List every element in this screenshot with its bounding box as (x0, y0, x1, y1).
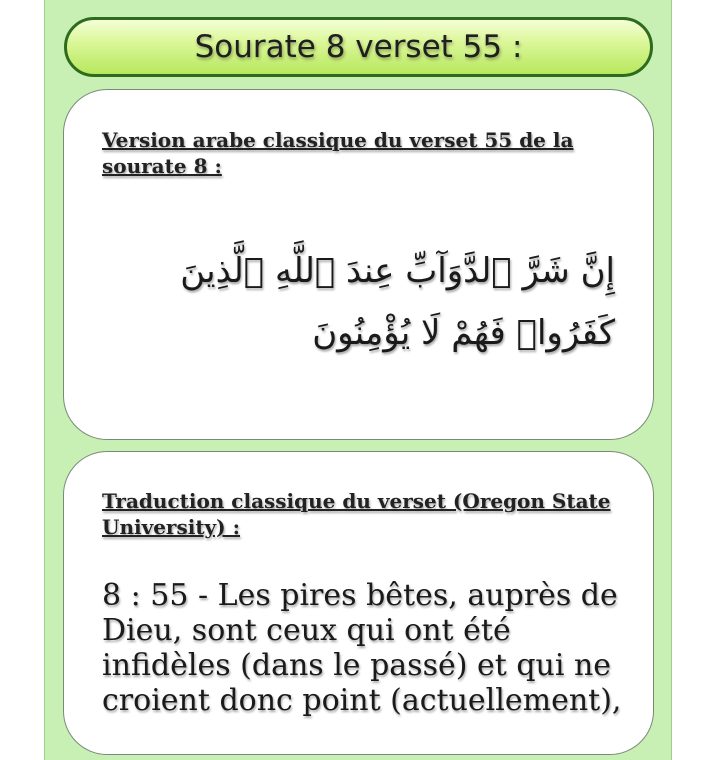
arabic-verse-text: إِنَّ شَرَّ ٱلدَّوَآبِّ عِندَ ٱللَّهِ ٱلَّذِينَ كَفَرُوا۟ فَهُمْ لَا يُؤْمِنُونَ (180, 251, 615, 353)
translation-card-heading: Traduction classique du verset (Oregon State University) : (102, 489, 611, 539)
translation-text: 8 : 55 - Les pires bêtes, auprès de Dieu, sont ceux qui ont été infidèles (dans le passé) et qui ne croient donc point (actuellement), (102, 578, 622, 718)
translation-card (63, 451, 654, 755)
page-title: Sourate 8 verset 55 : (194, 29, 523, 65)
title-banner (64, 17, 653, 77)
arabic-card-heading: Version arabe classique du verset 55 de la sourate 8 : (102, 128, 574, 178)
arabic-verse-card (63, 89, 654, 440)
